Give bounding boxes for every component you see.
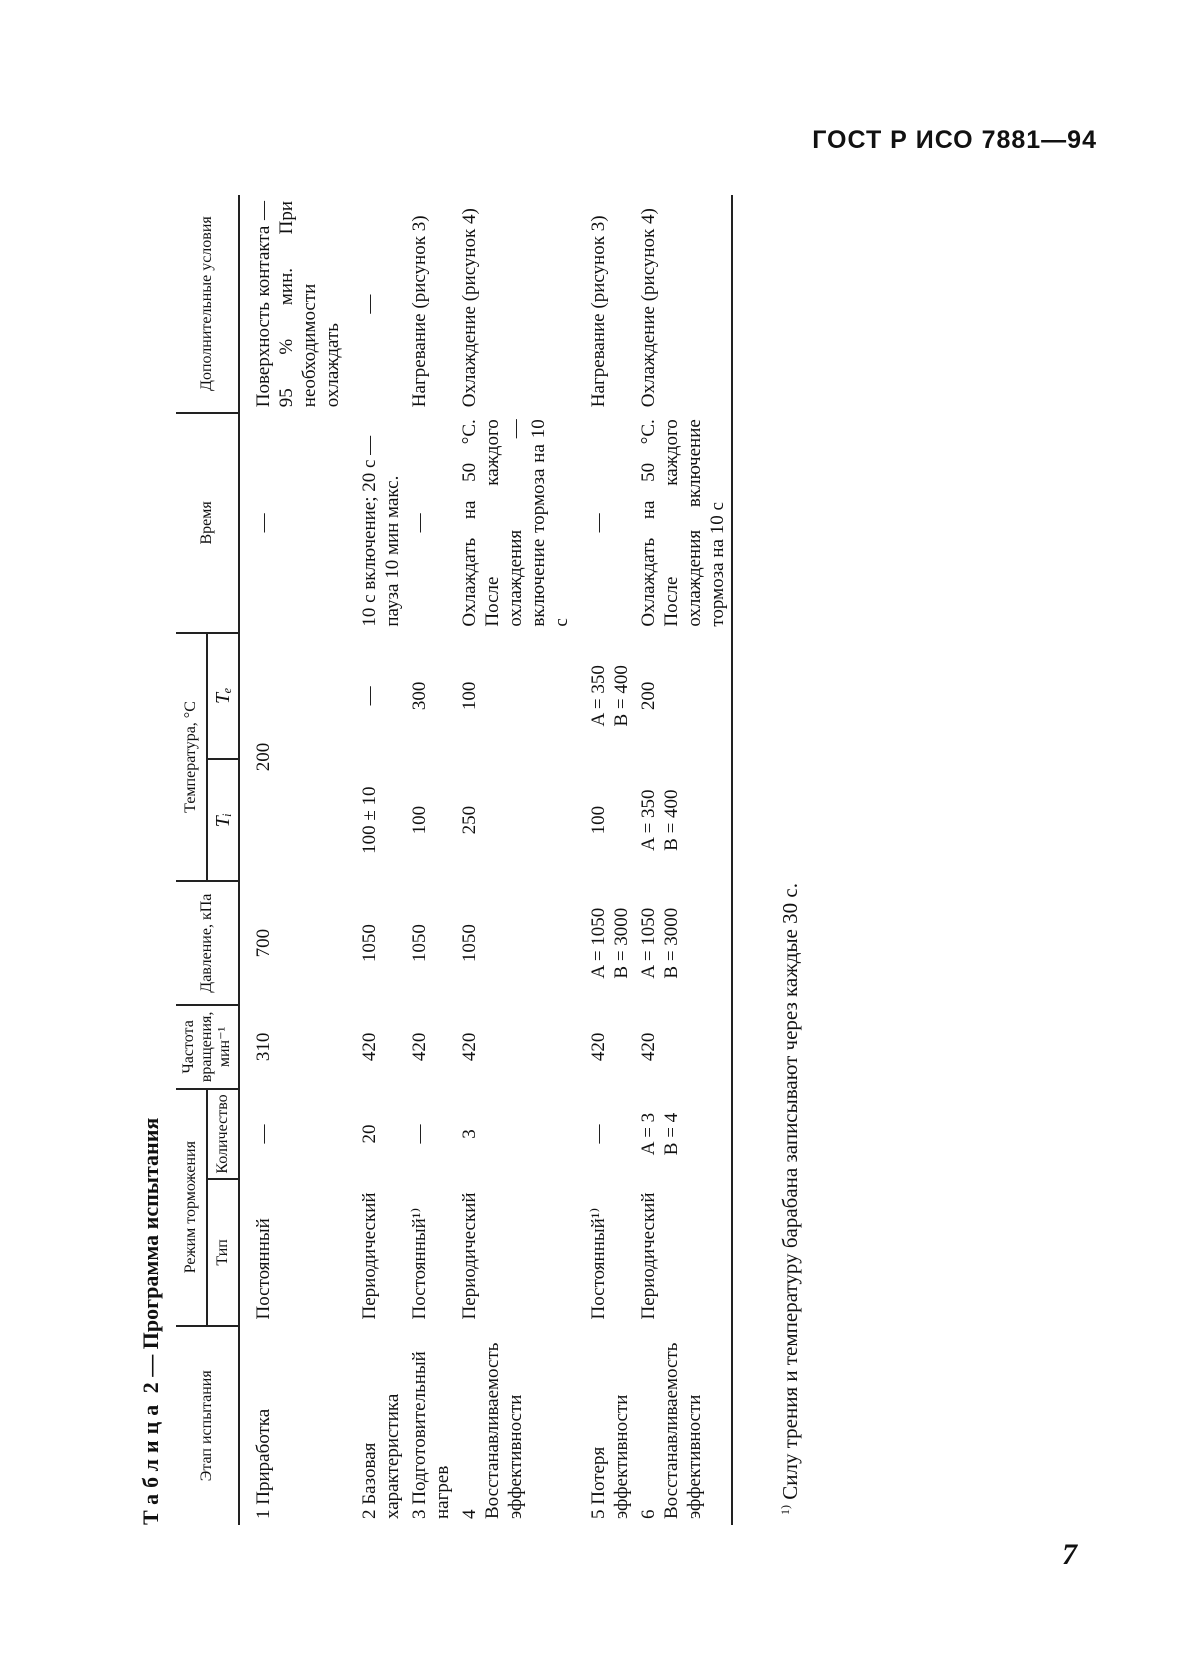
cell-count: — <box>588 1124 609 1144</box>
cell-stage: 5 Потеря эффективности <box>588 1394 632 1519</box>
col-ti: Tᵢ <box>207 759 239 881</box>
cell-stage: 3 Подготовительный нагрев <box>409 1351 453 1519</box>
cell-rotation: 310 <box>253 1032 274 1062</box>
cell-ti: A = 350 B = 400 <box>635 759 732 881</box>
table-row <box>406 195 456 1525</box>
table-row <box>346 195 406 1525</box>
cell-type: Постоянный¹⁾ <box>409 1207 430 1320</box>
caption-prefix: Таблица <box>138 1398 163 1525</box>
cell-type: Периодический <box>459 1192 480 1320</box>
cell-extra: — <box>359 294 380 314</box>
cell-rotation: 420 <box>359 1032 380 1062</box>
footnote <box>778 883 803 1515</box>
rotated-table-block <box>138 195 938 1525</box>
cell-type: Постоянный <box>253 1218 274 1320</box>
cell-pressure: 1050 <box>409 924 430 963</box>
col-type: Тип <box>207 1179 239 1325</box>
cell-count: A = 3 B = 4 <box>635 1089 732 1179</box>
cell-count: 20 <box>359 1124 380 1144</box>
cell-time: — <box>253 513 274 533</box>
table-row <box>635 195 732 1525</box>
table-row <box>456 195 575 1525</box>
cell-rotation: 420 <box>409 1032 430 1062</box>
cell-extra: Охлаждение (рисунок 4) <box>635 195 732 413</box>
caption-title: — Программа испытания <box>138 1117 163 1377</box>
cell-ti: 100 ± 10 <box>359 786 380 854</box>
cell-rotation: 420 <box>459 1032 480 1062</box>
cell-extra: Охлаждение (рисунок 4) <box>459 208 480 408</box>
cell-te: 200 <box>635 633 732 759</box>
cell-ti: 100 <box>409 805 430 835</box>
col-braking-mode: Режим торможения <box>176 1089 207 1326</box>
cell-count: — <box>409 1124 430 1144</box>
col-te: Tₑ <box>207 633 239 759</box>
cell-te: 100 <box>459 681 480 711</box>
table-row <box>239 195 346 1525</box>
page-number: 7 <box>1062 1538 1077 1571</box>
cell-stage: 1 Приработка <box>253 1408 274 1519</box>
cell-pressure: A = 1050 B = 3000 <box>588 907 632 979</box>
col-pressure: Давление, кПа <box>176 881 239 1005</box>
cell-stage: 4 Восстанавливаемость эффективности <box>459 1342 526 1519</box>
cell-ti: 250 <box>459 805 480 835</box>
cell-temperature: 200 <box>253 742 274 772</box>
col-extra: Дополнительные условия <box>176 195 239 413</box>
col-stage: Этап испытания <box>176 1326 239 1525</box>
cell-stage: 2 Базовая характеристика <box>359 1393 403 1519</box>
test-program-table <box>176 195 733 1525</box>
cell-ti: 100 <box>588 805 609 835</box>
cell-time: — <box>409 513 430 533</box>
cell-rotation: 420 <box>635 1005 732 1089</box>
col-count: Количество <box>207 1089 239 1179</box>
cell-type: Постоянный¹⁾ <box>588 1207 609 1320</box>
cell-count: 3 <box>459 1129 480 1139</box>
footnote-mark: 1) <box>778 1505 792 1515</box>
cell-time: Охлаждать на 50 °С. После каждого охлаждения включение тормоза на 10 с <box>635 413 732 632</box>
cell-pressure: 1050 <box>459 924 480 963</box>
col-time: Время <box>176 413 239 632</box>
cell-pressure: A = 1050 B = 3000 <box>635 881 732 1005</box>
caption-number: 2 <box>138 1382 163 1394</box>
cell-rotation: 420 <box>588 1032 609 1062</box>
col-rotation: Частота вращения, мин⁻¹ <box>176 1005 239 1089</box>
cell-type: Периодический <box>359 1192 380 1320</box>
table-caption <box>138 1118 164 1525</box>
cell-pressure: 1050 <box>359 924 380 963</box>
cell-time: Охлаждать на 50 °С. После каждого охлаждения — включение тормоза на 10 с <box>459 419 572 627</box>
cell-pressure: 700 <box>253 928 274 958</box>
col-temperature: Температура, °С <box>176 633 207 882</box>
cell-count: — <box>253 1124 274 1144</box>
cell-te: — <box>359 686 380 706</box>
cell-time: — <box>588 513 609 533</box>
cell-extra: Нагревание (рисунок 3) <box>588 215 609 408</box>
cell-stage: 6 Восстанавливаемость эффективности <box>635 1326 732 1525</box>
footnote-text: Силу трения и температуру барабана записывают через каждые 30 с. <box>778 883 802 1500</box>
cell-type: Периодический <box>635 1179 732 1325</box>
cell-extra: Нагревание (рисунок 3) <box>409 215 430 408</box>
document-header: ГОСТ Р ИСО 7881—94 <box>812 126 1097 154</box>
table-row <box>575 195 635 1525</box>
cell-extra: Поверхность контакта — 95 % мин. При необходимости охлаждать <box>253 201 343 408</box>
cell-te: 300 <box>409 681 430 711</box>
cell-time: 10 с включение; 20 с — пауза 10 мин макс. <box>359 435 403 627</box>
cell-te: A = 350 B = 400 <box>588 665 632 727</box>
